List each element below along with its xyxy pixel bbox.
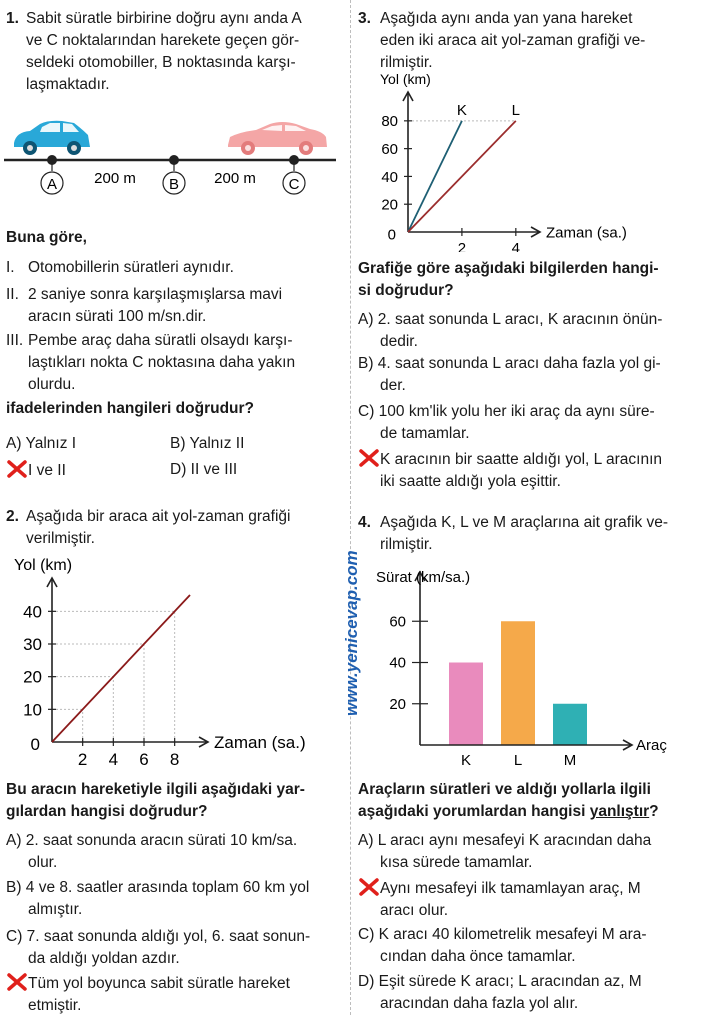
q4-option-a[interactable]: A) L aracı aynı mesafeyi K aracından daha kısa sürede tamamlar.: [358, 832, 652, 871]
q3-distance-time-chart: [352, 72, 697, 252]
answer-cross-icon: [358, 877, 380, 897]
answer-cross-icon: [6, 972, 28, 992]
q1-statement-2-label: II.: [6, 286, 19, 303]
point-a-label: A: [46, 176, 58, 193]
q3-option-a[interactable]: A) 2. saat sonunda L aracı, K aracının önün- dedir.: [358, 311, 663, 350]
x-tick-label: 2: [77, 750, 88, 765]
x-tick-label: 4: [511, 240, 520, 252]
series-line-araç: [52, 595, 190, 742]
y-tick-label: 20: [381, 196, 398, 214]
q2-option-a[interactable]: A) 2. saat sonunda aracın sürati 10 km/sa. olur.: [6, 832, 298, 871]
q1-option-c[interactable]: I ve II: [6, 459, 66, 482]
x-tick-label: 8: [169, 750, 180, 765]
q2-option-b[interactable]: B) 4 ve 8. saatler arasında toplam 60 km yol almıştır.: [6, 879, 310, 918]
q4-stem: Aşağıda K, L ve M araçlarına ait grafik ve- rilmiştir.: [380, 514, 669, 553]
x-axis-label: Zaman (sa.): [214, 733, 306, 753]
q4-option-b[interactable]: Aynı mesafeyi ilk tamamlayan araç, M aracı olur.: [358, 877, 696, 922]
q1-option-d[interactable]: D) II ve III: [170, 461, 238, 478]
series-line-K: [408, 121, 462, 232]
y-tick-label: 40: [381, 168, 398, 186]
q4-number: 4.: [358, 514, 371, 531]
q4-option-c[interactable]: C) K aracı 40 kilometrelik mesafeyi M ara- cından daha önce tamamlar.: [358, 926, 647, 965]
y-tick-label: 30: [23, 635, 42, 655]
q1-number: 1.: [6, 10, 19, 27]
series-line-L: [408, 121, 516, 232]
x-category-label: M: [563, 752, 577, 769]
point-b-label: B: [168, 176, 180, 193]
q1-buna-gore: Buna göre,: [6, 229, 87, 246]
y-tick-label: 10: [23, 700, 42, 720]
bar-M: [553, 704, 587, 745]
q3-option-b[interactable]: B) 4. saat sonunda L aracı daha fazla yol gi- der.: [358, 355, 661, 394]
q2-distance-time-chart: [0, 550, 340, 765]
q4-speed-bar-chart: [352, 560, 697, 770]
x-tick-label: 4: [108, 750, 119, 765]
origin-label: 0: [387, 226, 396, 244]
q1-statement-1-label: I.: [6, 259, 15, 276]
x-tick-label: 6: [139, 750, 149, 765]
origin-label: 0: [30, 735, 40, 755]
q2-question: Bu aracın hareketiyle ilgili aşağıdaki yar- gılardan hangisi doğrudur?: [6, 781, 305, 820]
q3-question: Grafiğe göre aşağıdaki bilgilerden hangi- si doğrudur?: [358, 260, 659, 299]
y-tick-label: 60: [389, 613, 406, 631]
q1-question: ifadelerinden hangileri doğrudur?: [6, 400, 255, 417]
q1-statement-3: Pembe araç daha süratli olsaydı karşı- laştıkları nokta C noktasına daha yakın olurdu.: [28, 332, 296, 393]
y-tick-label: 80: [381, 113, 398, 131]
q3-number: 3.: [358, 10, 371, 27]
q3-option-c[interactable]: C) 100 km'lik yolu her iki araç da aynı süre- de tamamlar.: [358, 403, 655, 442]
distance-bc-label: 200 m: [214, 170, 256, 187]
series-label-L: L: [511, 101, 520, 119]
watermark-text: www.yenicevap.com: [342, 550, 361, 716]
point-c-label: C: [288, 176, 300, 193]
y-tick-label: 20: [389, 695, 406, 713]
y-tick-label: 40: [23, 602, 42, 622]
y-tick-label: 40: [389, 654, 406, 672]
q1-option-a[interactable]: A) Yalnız I: [6, 435, 77, 452]
q2-number: 2.: [6, 508, 19, 525]
x-axis-label: Zaman (sa.): [546, 224, 627, 242]
x-axis-label: Araç: [636, 737, 667, 754]
answer-cross-icon: [6, 459, 28, 479]
watermark: [340, 500, 364, 720]
q1-stem: Sabit süratle birbirine doğru aynı anda A ve C noktalarından harekete geçen gör- seldeki otomobiller, B noktasında karşı- laşmaktadır.: [26, 10, 302, 93]
q2-option-c[interactable]: C) 7. saat sonunda aldığı yol, 6. saat sonun- da aldığı yoldan azdır.: [6, 928, 311, 967]
y-axis-label: Yol (km): [380, 72, 431, 87]
q1-statement-1: Otomobillerin süratleri aynıdır.: [28, 259, 234, 276]
series-label-K: K: [456, 101, 467, 119]
x-tick-label: 2: [457, 240, 467, 252]
q1-option-b[interactable]: B) Yalnız II: [170, 435, 245, 452]
bar-K: [449, 663, 483, 746]
answer-cross-icon: [358, 448, 380, 468]
x-category-label: L: [513, 752, 523, 769]
q1-road-diagram: [0, 115, 345, 205]
bar-L: [501, 621, 535, 745]
q1-statement-2: 2 saniye sonra karşılaşmışlarsa mavi aracın sürati 100 m/sn.dir.: [28, 286, 283, 325]
y-axis-label: Sürat (km/sa.): [376, 569, 471, 586]
q4-option-d[interactable]: D) Eşit sürede K aracı; L aracından az, M aracından daha fazla yol alır.: [358, 973, 642, 1012]
q1-statement-3-label: III.: [6, 332, 24, 349]
q4-question-emphasis: yanlıştır: [589, 803, 650, 820]
q2-option-d[interactable]: Tüm yol boyunca sabit süratle hareket etmiştir.: [6, 972, 346, 1017]
q2-stem: Aşağıda bir araca ait yol-zaman grafiği verilmiştir.: [26, 508, 291, 547]
distance-ab-label: 200 m: [94, 170, 136, 187]
pink-car-icon: [228, 122, 327, 155]
y-tick-label: 20: [23, 667, 42, 687]
q3-option-d[interactable]: K aracının bir saatte aldığı yol, L aracının iki saatte aldığı yola eşittir.: [358, 448, 696, 493]
x-category-label: K: [460, 752, 472, 769]
blue-car-icon: [14, 121, 90, 155]
y-axis-label: Yol (km): [14, 557, 73, 574]
y-tick-label: 60: [381, 140, 398, 158]
q3-stem: Aşağıda aynı anda yan yana hareket eden iki araca ait yol-zaman grafiği ve- rilmiştir.: [380, 10, 646, 71]
q4-question: Araçların süratleri ve aldığı yollarla ilgili aşağıdaki yorumlardan hangisi yanlıştır?: [358, 781, 659, 820]
